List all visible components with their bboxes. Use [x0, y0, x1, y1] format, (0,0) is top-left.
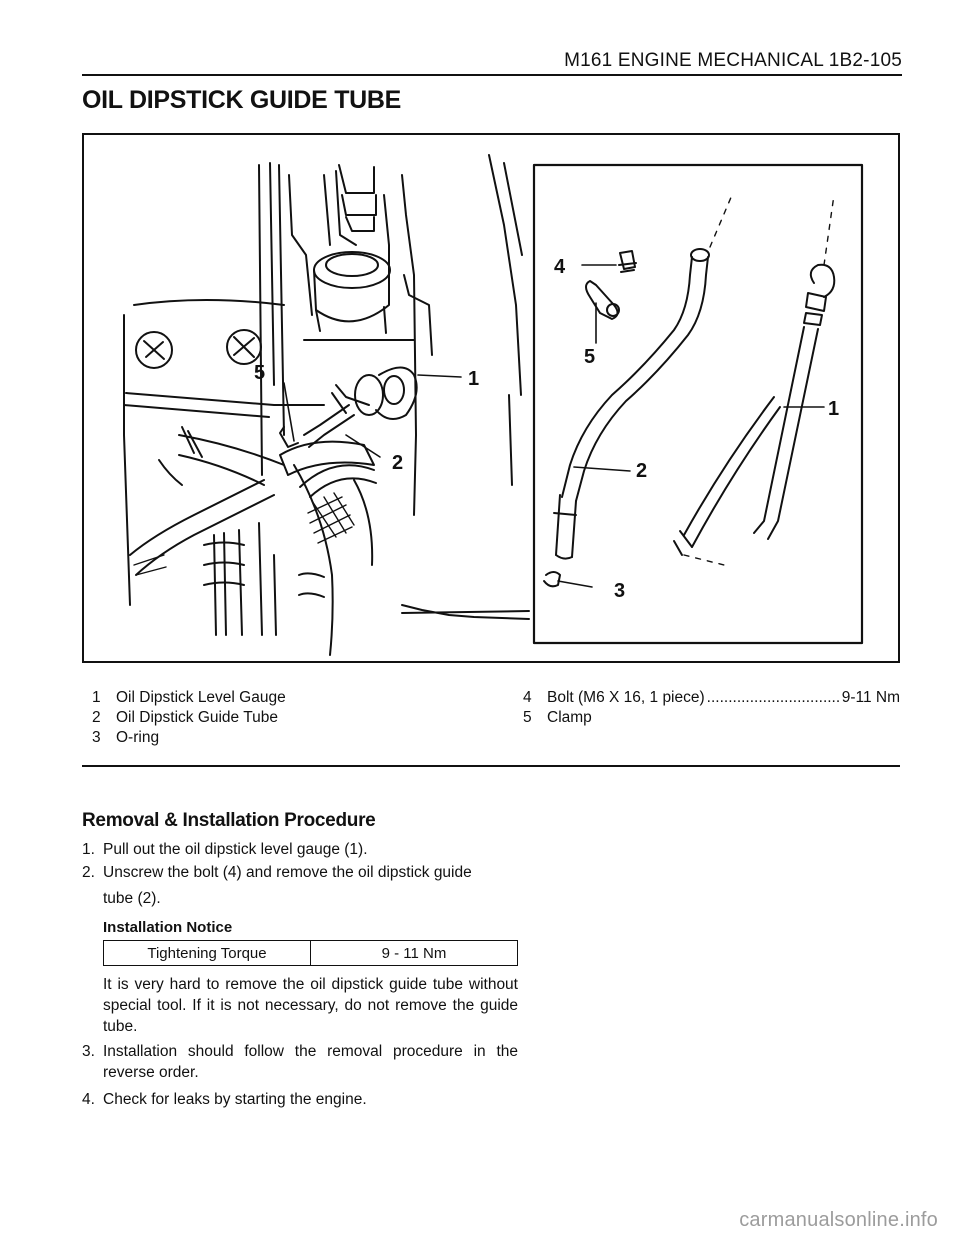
legend-label: Bolt (M6 X 16, 1 piece)	[547, 689, 705, 706]
inset-frame	[534, 165, 862, 643]
watermark: carmanualsonline.info	[739, 1209, 938, 1231]
legend-number: 1	[92, 689, 101, 706]
legend-right	[523, 688, 900, 728]
legend-item	[92, 688, 286, 708]
page-title: OIL DIPSTICK GUIDE TUBE	[82, 86, 402, 114]
legend-item	[92, 728, 286, 748]
callout-main-1: 1	[468, 368, 480, 390]
step-text: Unscrew the bolt (4) and remove the oil dipstick guide	[103, 864, 472, 881]
notice-title: Installation Notice	[103, 919, 233, 936]
step-text: Check for leaks by starting the engine.	[103, 1091, 367, 1108]
procedure-step	[82, 839, 518, 860]
torque-table	[103, 940, 518, 966]
legend-number: 2	[92, 709, 101, 726]
header-rule	[82, 74, 902, 76]
procedure-steps	[82, 839, 518, 1110]
callout-inset-1: 1	[828, 398, 840, 420]
legend-label: Oil Dipstick Guide Tube	[116, 709, 278, 726]
legend-torque-value: 9-11 Nm	[841, 689, 900, 706]
legend-label: O-ring	[116, 729, 160, 746]
step-number: 1.	[82, 841, 95, 858]
legend-left	[92, 688, 286, 748]
callout-inset-3: 3	[614, 580, 626, 602]
legend-item	[523, 708, 900, 728]
table-row	[104, 941, 518, 966]
step-text-continued: tube (2).	[103, 890, 161, 907]
page-header	[82, 44, 902, 74]
engine-scene	[124, 155, 529, 655]
legend-label: Oil Dipstick Level Gauge	[116, 689, 286, 706]
torque-value-cell: 9 - 11 Nm	[311, 941, 518, 966]
step-number: 2.	[82, 864, 95, 881]
section-heading: Removal & Installation Procedure	[82, 810, 376, 831]
installation-notice	[103, 917, 518, 966]
engine-illustration	[84, 135, 898, 661]
notice-note: It is very hard to remove the oil dipstick guide tube without special tool. If it is not necessary, do not remove the guide tube.	[103, 976, 518, 1035]
step-number: 4.	[82, 1091, 95, 1108]
legend-item	[92, 708, 286, 728]
callout-inset-2: 2	[636, 460, 648, 482]
legend-number: 4	[523, 689, 532, 706]
callout-main-2: 2	[392, 452, 404, 474]
legend-label: Clamp	[547, 709, 592, 726]
step-text: Pull out the oil dipstick level gauge (1).	[103, 841, 368, 858]
step-text: Installation should follow the removal procedure in the reverse order.	[103, 1043, 518, 1081]
legend-number: 3	[92, 729, 101, 746]
dot-leader	[707, 688, 840, 708]
hose-mesh	[134, 493, 354, 575]
callout-inset-4: 4	[554, 256, 566, 278]
section-divider	[82, 765, 900, 767]
procedure-step	[82, 862, 518, 883]
figure-frame	[82, 133, 900, 663]
torque-label-cell: Tightening Torque	[104, 941, 311, 966]
legend-number: 5	[523, 709, 532, 726]
step-number: 3.	[82, 1043, 95, 1060]
legend-item	[523, 688, 900, 708]
inset-parts	[544, 249, 834, 586]
procedure-step	[82, 1041, 518, 1083]
header-text: M161 ENGINE MECHANICAL 1B2-105	[564, 50, 902, 71]
callout-main-5: 5	[254, 362, 266, 384]
callout-inset-5: 5	[584, 346, 596, 368]
procedure-step	[82, 1089, 518, 1110]
